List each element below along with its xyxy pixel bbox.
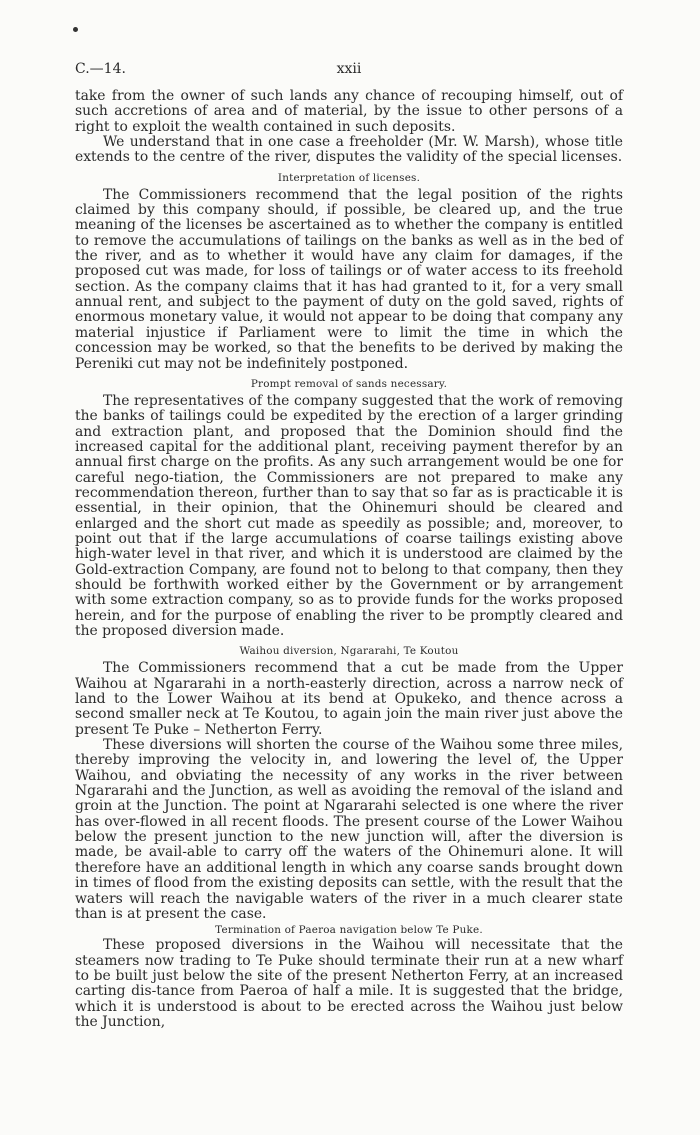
paragraph: These diversions will shorten the course of the Waihou some three miles, thereby improving the velocity in, and lowering the level of, the Upper Waihou, and obviating the necessity of any works in the river between Ngararahi and the Junction, as well as avoiding the removal of the island and groin at the Junction. The point at Ngararahi selected is one where the river has over-flowed in all recent floods. The present course of the Lower Waihou below the present junction to the new junction will, after the diversion is made, be avail-able to carry off the waters of the Ohinemuri alone. It will therefore have an additional length in which any coarse sands brought down in times of flood from the existing deposits can settle, with the result that the waters will reach the navigable waters of the river in a much clearer state than is at present the case.	[75, 737, 623, 922]
document-reference: C.—14.	[75, 61, 126, 77]
section-heading: Interpretation of licenses.	[277, 171, 421, 184]
paragraph: These proposed diversions in the Waihou will necessitate that the steamers now trading to Te Puke should terminate their run at a new wharf to be built just below the site of the present Netherton Ferry, at an increased carting dis-tance from Paeroa of half a mile. It is suggested that the bridge, which it is understood is about to be erected across the Waihou just below the Junction,	[75, 937, 623, 1030]
paragraph: The Commissioners recommend that the legal position of the rights claimed by this company should, if possible, be cleared up, and the true meaning of the licenses be ascertained as to whether the company is entitled to remove the accumulations of tailings on the banks as well as in the bed of the river, and as to whether it would have any claim for damages, if the proposed cut was made, for loss of tailings or of water access to its freehold section. As the company claims that it has had granted to it, for a very small annual rent, and subject to the payment of duty on the gold saved, rights of enormous monetary value, it would not appear to be doing that company any material injustice if Parliament were to limit the time in which the concession may be worked, so that the benefits to be derived by making the Pereniki cut may not be indefinitely postponed.	[75, 186, 623, 372]
paragraph: take from the owner of such lands any chance of recouping himself, out of such accretions of area and of material, by the issue to other persons of a right to exploit the wealth contained in such deposits.	[75, 88, 623, 135]
section-heading: Termination of Paeroa navigation below Te Puke.	[215, 924, 483, 937]
section-heading: Prompt removal of sands necessary.	[250, 377, 448, 390]
paragraph: The Commissioners recommend that a cut be made from the Upper Waihou at Ngararahi in a north-easterly direction, across a narrow neck of land to the Lower Waihou at its bend at Opukeko, and thence across a second smaller neck at Te Koutou, to again join the main river just above the present Te Puke – Netherton Ferry.	[75, 660, 623, 738]
paragraph: We understand that in one case a freeholder (Mr. W. Marsh), whose title extends to the centre of the river, disputes the validity of the special licenses.	[75, 134, 623, 166]
paragraph: The representatives of the company suggested that the work of removing the banks of tailings could be expedited by the erection of a larger grinding and extraction plant, and proposed that the Dominion should find the increased capital for the additional plant, receiving payment therefor by an annual first charge on the profits. As any such arrangement would be one for careful nego-tiation, the Commissioners are not prepared to make any recommendation thereon, further than to say that so far as is practicable it is essential, in their opinion, that the Ohinemuri should be cleared and enlarged and the short cut made as speedily as possible; and, moreover, to point out that if the large accumulations of coarse tailings existing above high-water level in that river, and which it is understood are claimed by the Gold-extraction Company, are found not to belong to that company, then they should be forthwith worked either by the Government or by arrangement with some extraction company, so as to provide funds for the works proposed herein, and for the purpose of enabling the river to be promptly cleared and the proposed diversion made.	[75, 392, 623, 639]
page-header	[75, 61, 623, 79]
page-mark	[73, 27, 78, 32]
page-number: xxii	[336, 61, 362, 77]
section-heading: Waihou diversion, Ngararahi, Te Koutou	[239, 645, 459, 658]
page-body	[75, 89, 623, 1030]
